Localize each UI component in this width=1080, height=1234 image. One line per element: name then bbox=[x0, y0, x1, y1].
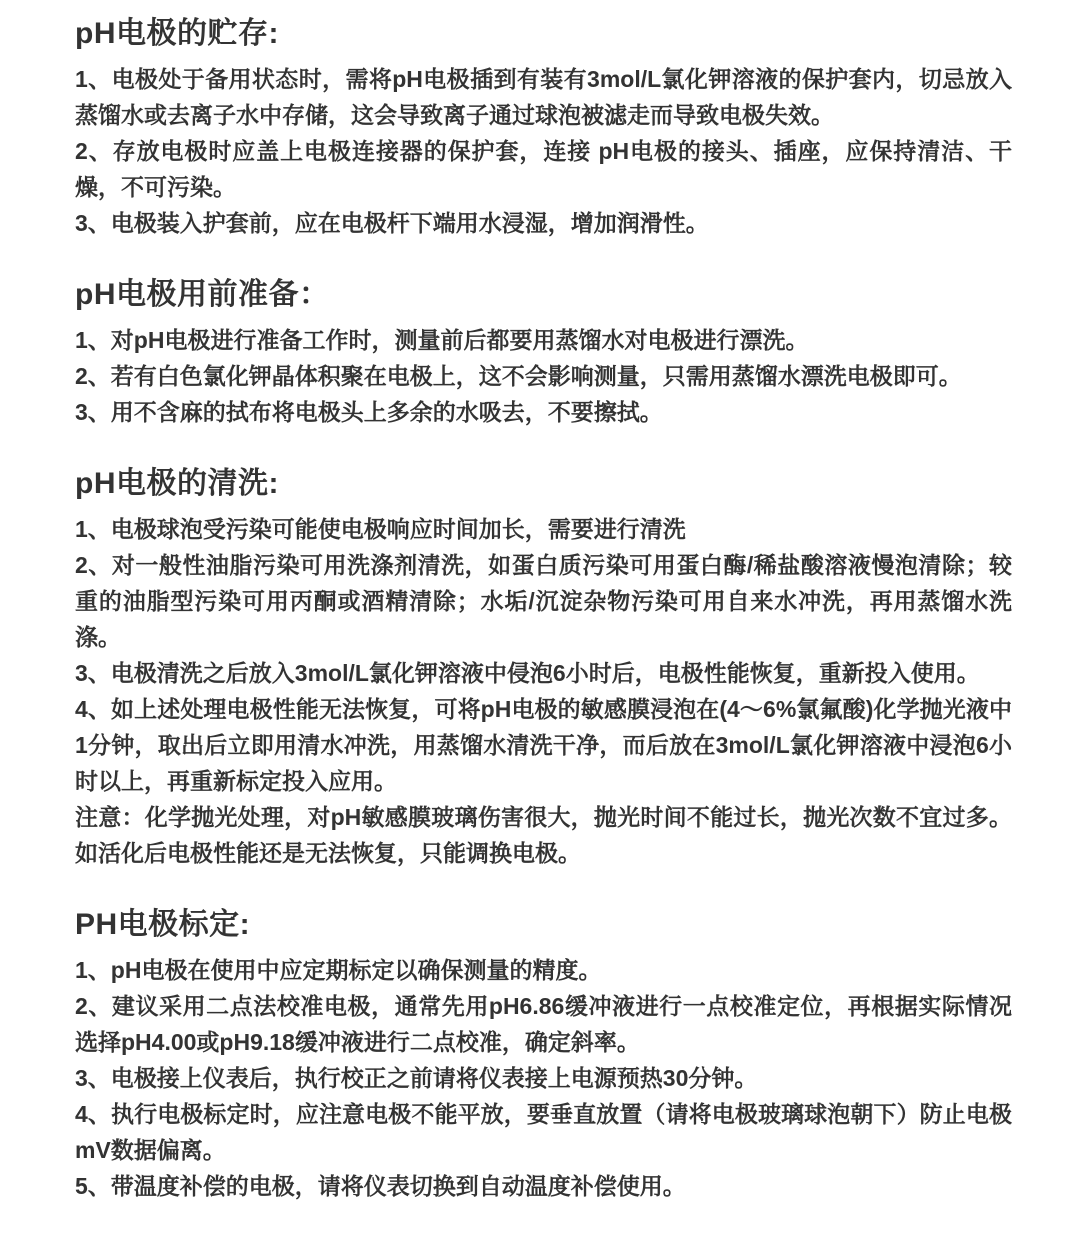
calibration-item-5: 5、带温度补偿的电极，请将仪表切换到自动温度补偿使用。 bbox=[75, 1173, 686, 1199]
cleaning-item-3: 3、电极清洗之后放入3mol/L氯化钾溶液中侵泡6小时后，电极性能恢复，重新投入使用。 bbox=[75, 660, 980, 686]
section-calibration bbox=[75, 905, 1012, 1204]
calibration-item-2: 2、建议采用二点法校准电极，通常先用pH6.86缓冲液进行一点校准定位，再根据实际情况选择pH4.00或pH9.18缓冲液进行二点校准，确定斜率。 bbox=[75, 993, 1012, 1055]
preparation-item-1: 1、对pH电极进行准备工作时，测量前后都要用蒸馏水对电极进行漂洗。 bbox=[75, 327, 809, 353]
preparation-item-3: 3、用不含麻的拭布将电极头上多余的水吸去，不要擦拭。 bbox=[75, 399, 663, 425]
section-title-cleaning: pH电极的清洗: bbox=[75, 467, 279, 500]
section-title-calibration: PH电极标定: bbox=[75, 908, 251, 941]
cleaning-note: 注意：化学抛光处理，对pH敏感膜玻璃伤害很大，抛光时间不能过长，抛光次数不宜过多。如活化后电极性能还是无法恢复，只能调换电极。 bbox=[75, 804, 1012, 866]
storage-item-2: 2、存放电极时应盖上电极连接器的保护套，连接 pH电极的接头、插座，应保持清洁、干燥，不可污染。 bbox=[75, 138, 1012, 200]
section-cleaning bbox=[75, 464, 1012, 871]
calibration-item-3: 3、电极接上仪表后，执行校正之前请将仪表接上电源预热30分钟。 bbox=[75, 1065, 758, 1091]
section-title-storage: pH电极的贮存: bbox=[75, 17, 279, 50]
cleaning-item-4: 4、如上述处理电极性能无法恢复，可将pH电极的敏感膜浸泡在(4～6%氯氟酸)化学抛光液中1分钟，取出后立即用清水冲洗，用蒸馏水清洗干净，而后放在3mol/L氯化钾溶液中浸泡6小时以上，再重新标定投入应用。 bbox=[75, 696, 1012, 794]
section-preparation bbox=[75, 275, 1012, 430]
section-storage bbox=[75, 14, 1012, 241]
calibration-item-4: 4、执行电极标定时，应注意电极不能平放，要垂直放置（请将电极玻璃球泡朝下）防止电极mV数据偏离。 bbox=[75, 1101, 1012, 1163]
storage-item-1: 1、电极处于备用状态时，需将pH电极插到有装有3mol/L氯化钾溶液的保护套内，切忌放入蒸馏水或去离子水中存储，这会导致离子通过球泡被滤走而导致电极失效。 bbox=[75, 66, 1012, 128]
storage-item-3: 3、电极装入护套前，应在电极杆下端用水浸湿，增加润滑性。 bbox=[75, 210, 709, 236]
section-title-preparation: pH电极用前准备： bbox=[75, 278, 330, 311]
calibration-item-1: 1、pH电极在使用中应定期标定以确保测量的精度。 bbox=[75, 957, 602, 983]
cleaning-item-2: 2、对一般性油脂污染可用洗涤剂清洗，如蛋白质污染可用蛋白酶/稀盐酸溶液慢泡清除；较重的油脂型污染可用丙酮或酒精清除；水垢/沉淀杂物污染可用自来水冲洗，再用蒸馏水洗涤。 bbox=[75, 552, 1012, 650]
cleaning-item-1: 1、电极球泡受污染可能使电极响应时间加长，需要进行清洗 bbox=[75, 516, 686, 542]
preparation-item-2: 2、若有白色氯化钾晶体积聚在电极上，这不会影响测量，只需用蒸馏水漂洗电极即可。 bbox=[75, 363, 962, 389]
